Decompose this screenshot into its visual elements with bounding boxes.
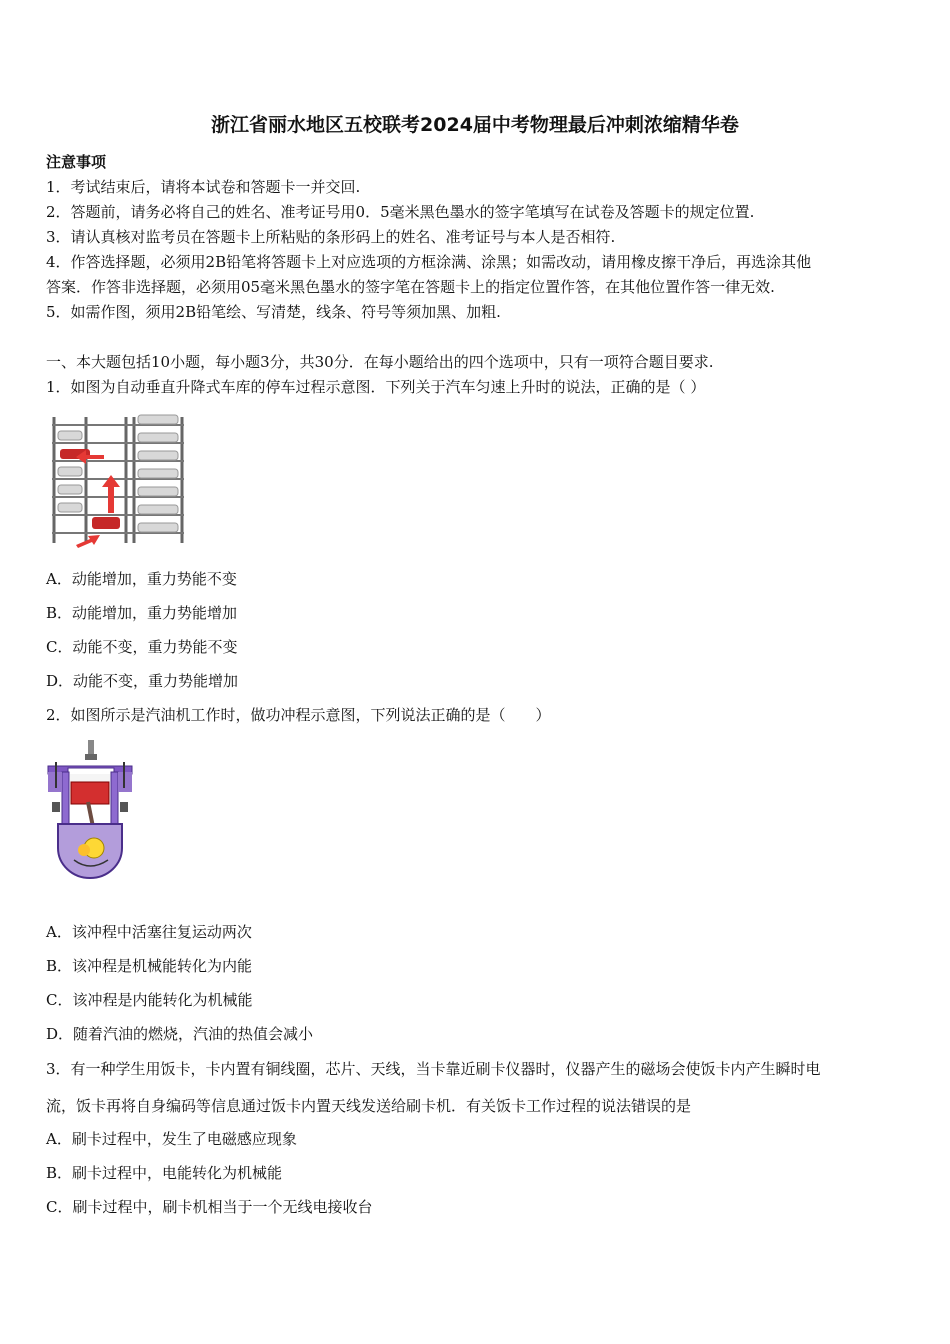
question-2-option-a: A．该冲程中活塞往复运动两次 xyxy=(46,923,252,941)
parking-garage-figure xyxy=(46,405,188,550)
notice-item: 5．如需作图，须用2B铅笔绘、写清楚，线条、符号等须加黑、加粗. xyxy=(46,303,501,321)
question-3-stem-line-2: 流，饭卡再将自身编码等信息通过饭卡内置天线发送给刷卡机．有关饭卡工作过程的说法错误的是 xyxy=(46,1097,692,1115)
question-1-option-c: C．动能不变，重力势能不变 xyxy=(46,638,238,656)
question-3-option-b: B．刷卡过程中，电能转化为机械能 xyxy=(46,1164,283,1182)
question-3-stem-line-1: 3．有一种学生用饭卡，卡内置有铜线圈，芯片、天线，当卡靠近刷卡仪器时，仪器产生的磁场会使饭卡内产生瞬时电 xyxy=(46,1060,821,1078)
question-2-stem: 2．如图所示是汽油机工作时，做功冲程示意图，下列说法正确的是（ ） xyxy=(46,706,551,724)
notice-heading: 注意事项 xyxy=(46,153,107,171)
question-3-option-c: C．刷卡过程中，刷卡机相当于一个无线电接收台 xyxy=(46,1198,373,1216)
question-1-stem: 1．如图为自动垂直升降式车库的停车过程示意图．下列关于汽车匀速上升时的说法，正确的是（ ） xyxy=(46,378,706,396)
question-2-option-c: C．该冲程是内能转化为机械能 xyxy=(46,991,253,1009)
page-title: 浙江省丽水地区五校联考2024届中考物理最后冲刺浓缩精华卷 xyxy=(211,114,739,136)
question-2-option-b: B．该冲程是机械能转化为内能 xyxy=(46,957,253,975)
question-1-option-a: A．动能增加，重力势能不变 xyxy=(46,570,237,588)
section-heading: 一、本大题包括10小题，每小题3分，共30分．在每小题给出的四个选项中，只有一项符合题目要求. xyxy=(46,353,714,371)
notice-item: 3．请认真核对监考员在答题卡上所粘贴的条形码上的姓名、准考证号与本人是否相符. xyxy=(46,228,616,246)
notice-item: 2．答题前，请务必将自己的姓名、准考证号用0．5毫米黑色墨水的签字笔填写在试卷及答题卡的规定位置. xyxy=(46,203,755,221)
gasoline-engine-figure xyxy=(44,738,136,880)
question-1-option-d: D．动能不变，重力势能增加 xyxy=(46,672,239,690)
notice-item: 1．考试结束后，请将本试卷和答题卡一并交回. xyxy=(46,178,361,196)
notice-item: 答案．作答非选择题，必须用05毫米黑色墨水的签字笔在答题卡上的指定位置作答，在其他位置作答一律无效. xyxy=(46,278,775,296)
question-2-option-d: D．随着汽油的燃烧，汽油的热值会减小 xyxy=(46,1025,314,1043)
question-1-option-b: B．动能增加，重力势能增加 xyxy=(46,604,238,622)
notice-item: 4．作答选择题，必须用2B铅笔将答题卡上对应选项的方框涂满、涂黑；如需改动，请用橡皮擦干净后，再选涂其他 xyxy=(46,253,812,271)
question-3-option-a: A．刷卡过程中，发生了电磁感应现象 xyxy=(46,1130,297,1148)
